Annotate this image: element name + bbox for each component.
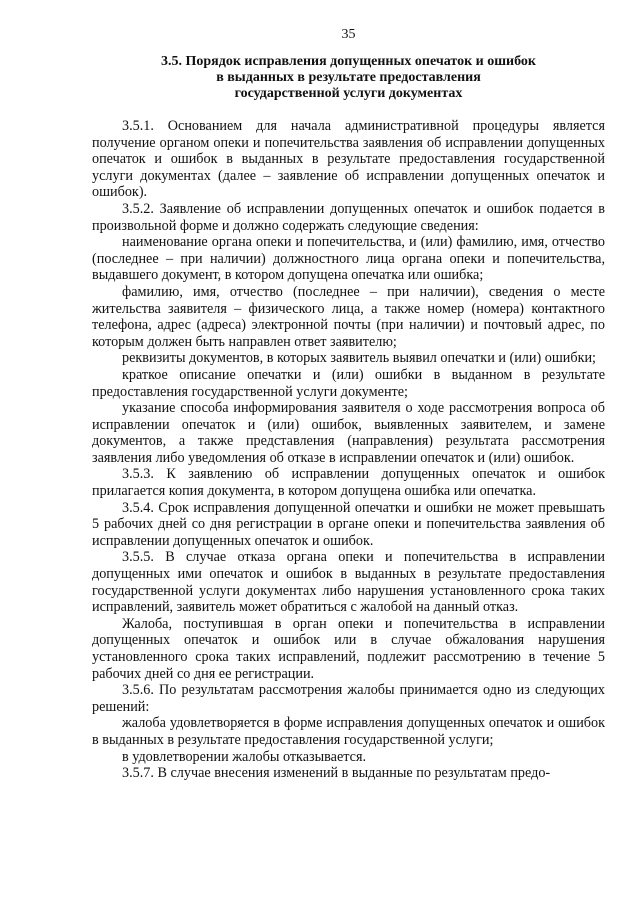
paragraph: 3.5.3. К заявлению об исправлении допущенных опечаток и ошибок прилагается копия документа, в котором допущена ошибка или опечатка. (92, 466, 605, 500)
section-title (92, 54, 605, 102)
paragraph: Жалоба, поступившая в орган опеки и попечительства в исправлении допущенных опечаток и ошибок или в случае обжалования нарушения установленного срока таких исправлений, подлежит рассмотрению в течение 5 рабочих дней со дня ее регистрации. (92, 615, 605, 682)
paragraph: 3.5.4. Срок исправления допущенной опечатки и ошибки не может превышать 5 рабочих дней со дня регистрации в органе опеки и попечительства заявления об исправлении допущенных опечаток и ошибок. (92, 499, 605, 549)
page-number: 35 (341, 27, 356, 42)
section-title-line: 3.5. Порядок исправления допущенных опечаток и ошибок (161, 54, 536, 69)
paragraph: краткое описание опечатки и (или) ошибки в выданном в результате предоставления государственной услуги документе; (92, 366, 605, 400)
paragraph: указание способа информирования заявителя о ходе рассмотрения вопроса об исправлении опечаток и (или) ошибок, выявленных заявителем, и замене документов, а также представления (направления) результата рассмотрения заявления либо уведомления об отказе в исправлении опечаток и (или) ошибок. (92, 400, 605, 466)
paragraph: жалоба удовлетворяется в форме исправления допущенных опечаток и ошибок в выданных в результате предоставления государственной услуги; (92, 715, 605, 748)
body-text (92, 118, 605, 782)
paragraph: 3.5.5. В случае отказа органа опеки и попечительства в исправлении допущенных ими опечаток и ошибок в выданных в результате предоставления государственной услуги документах либо нарушения установленного срока таких исправлений, заявитель может обратиться с жалобой на данный отказ. (92, 549, 605, 616)
paragraph: в удовлетворении жалобы отказывается. (122, 748, 367, 765)
section-title-line: государственной услуги документах (234, 86, 463, 101)
paragraph: 3.5.2. Заявление об исправлении допущенных опечаток и ошибок подается в произвольной форме и должно содержать следующие сведения: (92, 200, 605, 234)
paragraph: наименование органа опеки и попечительства, и (или) фамилию, имя, отчество (последнее – при наличии) должностного лица органа опеки и попечительства, выдавшего документ, в котором допущена опечатка или ошибка; (92, 234, 605, 284)
paragraph: реквизиты документов, в которых заявитель выявил опечатки и (или) ошибки; (122, 350, 596, 367)
paragraph: 3.5.6. По результатам рассмотрения жалобы принимается одно из следующих решений: (92, 682, 605, 715)
section-title-line: в выданных в результате предоставления (216, 70, 481, 85)
paragraph: 3.5.1. Основанием для начала административной процедуры является получение органом опеки и попечительства заявления об исправлении допущенных опечаток и ошибок в выданных в результате предоставления государственной услуги документах (далее – заявление об исправлении допущенных опечаток и ошибок). (92, 118, 605, 201)
paragraph: фамилию, имя, отчество (последнее – при наличии), сведения о месте жительства заявителя – физического лица, а также номер (номера) контактного телефона, адрес (адреса) электронной почты (при наличии) и почтовый адрес, по которым должен быть направлен ответ заявителю; (92, 283, 605, 350)
paragraph: 3.5.7. В случае внесения изменений в выданные по результатам предо- (122, 765, 551, 782)
